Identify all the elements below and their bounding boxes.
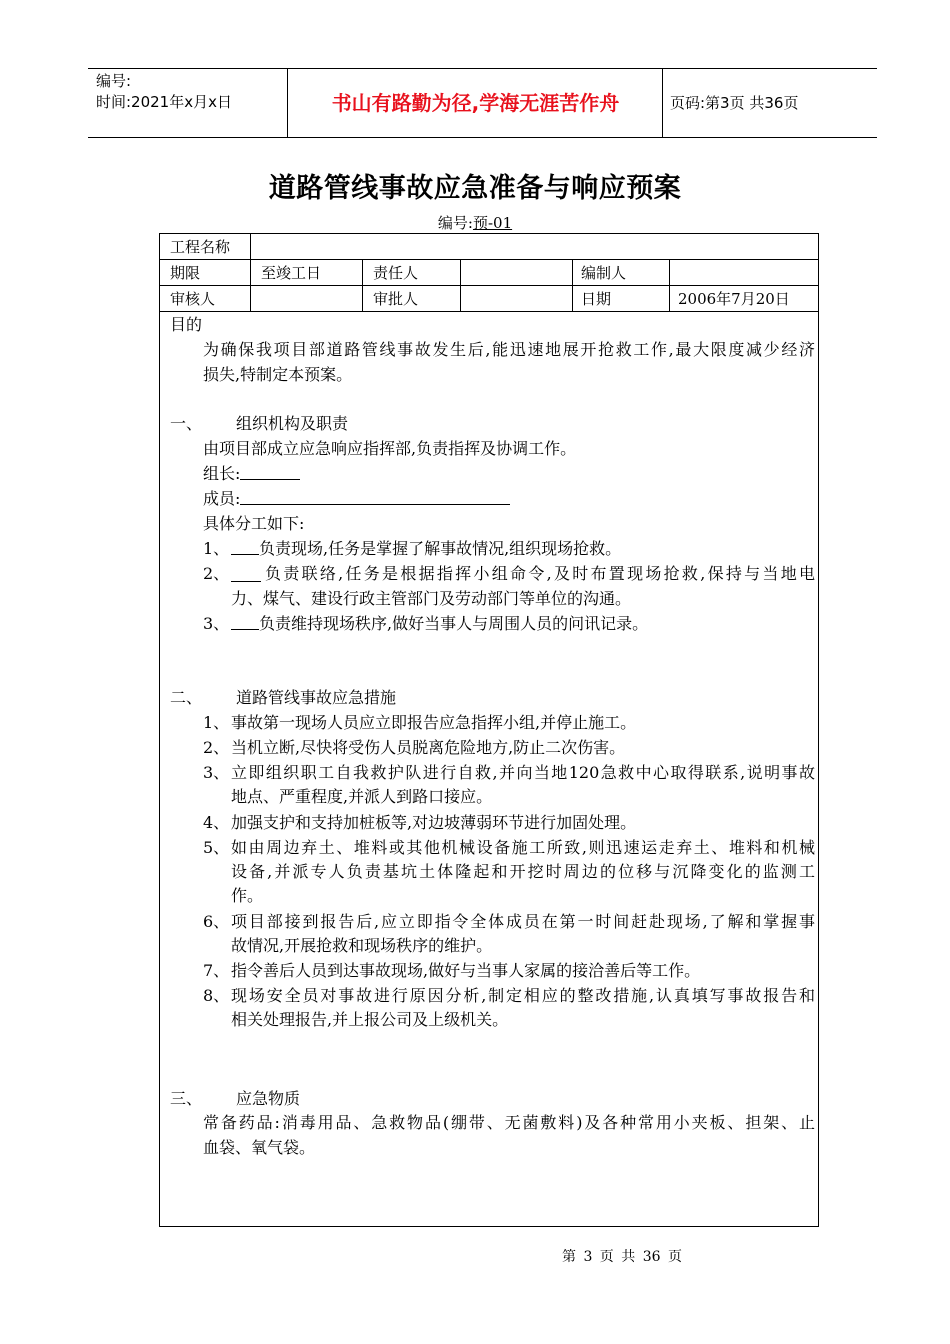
section-intro: 由项目部成立应急响应指挥部,负责指挥及协调工作。 bbox=[203, 439, 577, 458]
list-item-text: 力、煤气、建设行政主管部门及劳动部门等单位的沟通。 bbox=[231, 589, 632, 608]
list-item-text: 项目部接到报告后,应立即指令全体成员在第一时间赶赴现场,了解和掌握事 bbox=[231, 912, 815, 931]
section-heading: 组织机构及职责 bbox=[236, 414, 349, 433]
list-item-number: 7、 bbox=[203, 961, 230, 980]
section-number: 一、 bbox=[170, 414, 203, 433]
list-item bbox=[231, 537, 621, 561]
list-item-text: 负责联络,任务是根据指挥小组命令,及时布置现场抢救,保持与当地电 bbox=[265, 564, 815, 583]
members-line bbox=[203, 487, 510, 511]
list-item-number: 2、 bbox=[203, 738, 230, 757]
list-item-number: 8、 bbox=[203, 986, 230, 1005]
list-item-text: 负责维持现场秩序,做好当事人与周围人员的问讯记录。 bbox=[259, 614, 649, 633]
supplies-line: 常备药品:消毒用品、急救物品(绷带、无菌敷料)及各种常用小夹板、担架、止 bbox=[203, 1113, 815, 1132]
purpose-line: 损失,特制定本预案。 bbox=[203, 365, 353, 384]
leader-label: 组长: bbox=[203, 464, 241, 483]
section-number: 三、 bbox=[170, 1089, 203, 1108]
serial-label: 编号: bbox=[96, 72, 132, 90]
date-label: 日期 bbox=[581, 290, 612, 308]
period-value: 至竣工日 bbox=[261, 264, 322, 282]
section-heading: 应急物质 bbox=[236, 1089, 301, 1108]
list-item-number: 6、 bbox=[203, 912, 230, 931]
table-col-divider bbox=[669, 259, 670, 311]
header-divider bbox=[662, 69, 663, 137]
section-heading: 道路管线事故应急措施 bbox=[236, 688, 397, 707]
list-item-text: 如由周边弃土、堆料或其他机械设备施工所致,则迅速运走弃土、堆料和机械 bbox=[231, 838, 815, 857]
list-item-text: 加强支护和支持加桩板等,对边坡薄弱环节进行加固处理。 bbox=[231, 813, 637, 832]
approver-label: 审批人 bbox=[373, 290, 419, 308]
assignee-blank bbox=[231, 567, 261, 582]
reviewer-label: 审核人 bbox=[170, 290, 216, 308]
purpose-heading: 目的 bbox=[170, 315, 203, 334]
table-row-divider bbox=[160, 311, 818, 312]
list-item-text: 当机立断,尽快将受伤人员脱离危险地方,防止二次伤害。 bbox=[231, 738, 626, 757]
table-row-divider bbox=[160, 259, 818, 260]
compiler-label: 编制人 bbox=[581, 264, 627, 282]
list-item-text: 地点、严重程度,并派人到路口接应。 bbox=[231, 787, 493, 806]
document-number-label: 编号: bbox=[437, 214, 473, 232]
table-col-divider bbox=[572, 259, 573, 311]
page-footer: 第 3 页 共 36 页 bbox=[562, 1249, 682, 1265]
list-item-number: 4、 bbox=[203, 813, 230, 832]
supplies-line: 血袋、氧气袋。 bbox=[203, 1138, 316, 1157]
period-label: 期限 bbox=[170, 264, 201, 282]
project-name-label: 工程名称 bbox=[170, 238, 231, 256]
plan-table bbox=[159, 233, 819, 1227]
list-item-text: 作。 bbox=[231, 886, 264, 905]
list-item-number: 2、 bbox=[203, 564, 230, 583]
document-title: 道路管线事故应急准备与响应预案 bbox=[268, 173, 682, 204]
list-item-text: 设备,并派专人负责基坑土体隆起和开挖时周边的位移与沉降变化的监测工 bbox=[231, 862, 815, 881]
list-item bbox=[231, 612, 648, 636]
date-value: 2006年7月20日 bbox=[678, 290, 790, 308]
list-item-text: 指令善后人员到达事故现场,做好与当事人家属的接洽善后等工作。 bbox=[231, 961, 701, 980]
assignee-blank bbox=[231, 540, 259, 555]
assignee-blank bbox=[231, 615, 259, 630]
document-number-value: 预-01 bbox=[472, 214, 513, 232]
time-label: 时间:2021年x月x日 bbox=[96, 93, 232, 111]
purpose-line: 为确保我项目部道路管线事故发生后,能迅速地展开抢救工作,最大限度减少经济 bbox=[203, 340, 815, 359]
header-meta bbox=[96, 71, 232, 113]
list-item-text: 负责现场,任务是掌握了解事故情况,组织现场抢救。 bbox=[259, 539, 622, 558]
section-number: 二、 bbox=[170, 688, 203, 707]
list-item-number: 3、 bbox=[203, 763, 230, 782]
header-motto: 书山有路勤为径,学海无涯苦作舟 bbox=[331, 91, 620, 115]
leader-blank bbox=[240, 465, 300, 480]
list-item-number: 1、 bbox=[203, 713, 230, 732]
table-col-divider bbox=[362, 259, 363, 311]
list-item-text: 相关处理报告,并上报公司及上级机关。 bbox=[231, 1010, 509, 1029]
list-item-text: 立即组织职工自我救护队进行自救,并向当地120急救中心取得联系,说明事故 bbox=[231, 763, 815, 782]
table-col-divider bbox=[460, 259, 461, 311]
members-label: 成员: bbox=[203, 489, 241, 508]
page-header bbox=[88, 68, 877, 138]
list-item-text: 故情况,开展抢救和现场秩序的维护。 bbox=[231, 936, 493, 955]
table-row-divider bbox=[160, 285, 818, 286]
list-item-text: 现场安全员对事故进行原因分析,制定相应的整改措施,认真填写事故报告和 bbox=[231, 986, 815, 1005]
list-item bbox=[231, 562, 815, 586]
responsible-label: 责任人 bbox=[373, 264, 419, 282]
list-item-number: 5、 bbox=[203, 838, 230, 857]
division-label: 具体分工如下: bbox=[203, 514, 305, 533]
header-page-label: 页码:第3页 共36页 bbox=[670, 94, 799, 112]
list-item-number: 3、 bbox=[203, 614, 230, 633]
list-item-text: 事故第一现场人员应立即报告应急指挥小组,并停止施工。 bbox=[231, 713, 637, 732]
document-number bbox=[0, 212, 950, 233]
table-col-divider bbox=[250, 234, 251, 311]
list-item-number: 1、 bbox=[203, 539, 230, 558]
leader-line bbox=[203, 462, 300, 486]
members-blank bbox=[240, 490, 510, 505]
